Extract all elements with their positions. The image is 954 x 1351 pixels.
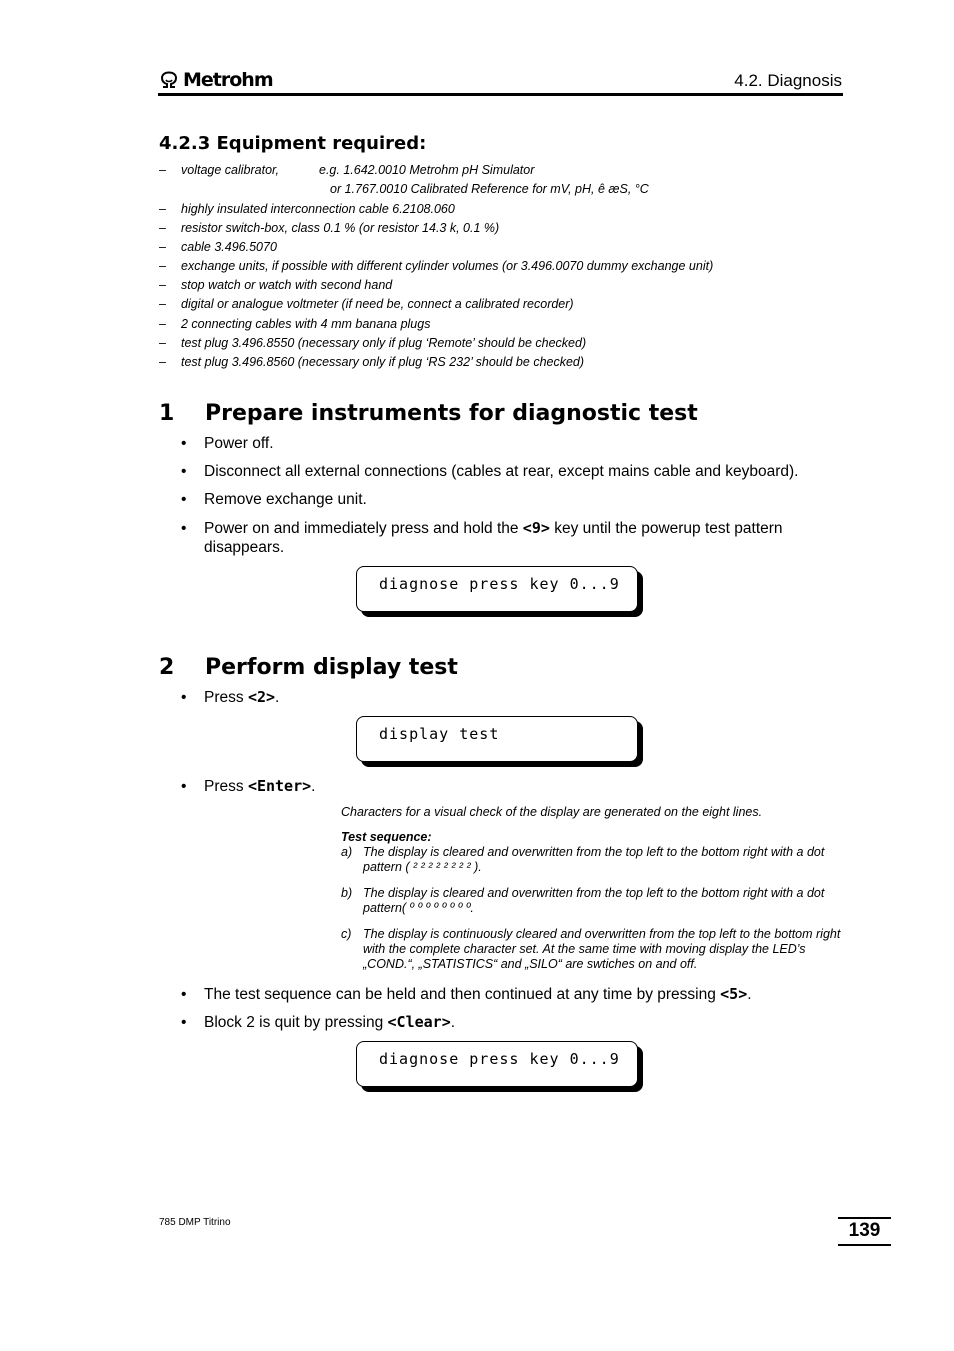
bullet-dot: • bbox=[181, 689, 187, 706]
list-item-text: Power off. bbox=[204, 435, 274, 452]
text-segment: Press bbox=[204, 689, 248, 706]
list-item-text: cable 3.496.5070 bbox=[181, 240, 277, 254]
list-item-text: test plug 3.496.8550 (necessary only if plug ‘Remote’ should be checked) bbox=[181, 336, 587, 350]
list-dash: – bbox=[159, 163, 166, 177]
list-dash: – bbox=[159, 240, 166, 254]
section-number: 2 bbox=[159, 655, 175, 680]
display-panel bbox=[356, 716, 638, 762]
list-item-text bbox=[204, 688, 839, 707]
section-title-text: Prepare instruments for diagnostic test bbox=[205, 401, 698, 426]
display-text: display test bbox=[379, 725, 500, 743]
list-item-detail: or 1.767.0010 Calibrated Reference for mV, pH, ê æS, °C bbox=[330, 182, 649, 196]
list-item-text bbox=[204, 519, 839, 557]
list-item-text: voltage calibrator, bbox=[181, 163, 279, 177]
brand-name: Metrohm bbox=[183, 69, 273, 91]
text-segment: Block 2 is quit by pressing bbox=[204, 1014, 388, 1031]
list-dash: – bbox=[159, 336, 166, 350]
text-segment: Power on and immediately press and hold the bbox=[204, 520, 523, 537]
list-item-text: digital or analogue voltmeter (if need be, connect a calibrated recorder) bbox=[181, 297, 574, 311]
text-segment: . bbox=[275, 689, 280, 706]
bullet-dot: • bbox=[181, 778, 187, 795]
key-label: <Clear> bbox=[387, 1013, 451, 1031]
footer-product: 785 DMP Titrino bbox=[159, 1217, 231, 1228]
list-item-text: Disconnect all external connections (cables at rear, except mains cable and keyboard). bbox=[204, 463, 799, 480]
section-title: 4.2. Diagnosis bbox=[734, 71, 842, 90]
section-2-heading bbox=[159, 655, 458, 680]
metrohm-omega-icon bbox=[159, 71, 179, 89]
item-label: a) bbox=[341, 845, 353, 859]
text-segment: . bbox=[747, 986, 752, 1003]
display-panel bbox=[356, 566, 638, 612]
list-item-text: The display is continuously cleared and overwritten from the top left to the bottom right with the complete character set. At the same time with moving display the LED’s „COND.“, „STATISTICS“ and „SILO“ are swtiches on and off. bbox=[363, 927, 841, 971]
list-dash: – bbox=[159, 317, 166, 331]
list-item-text bbox=[204, 1013, 839, 1032]
text-segment: . bbox=[450, 1014, 456, 1031]
bullet-dot: • bbox=[181, 1014, 187, 1031]
list-dash: – bbox=[159, 297, 166, 311]
list-item-text: exchange units, if possible with different cylinder volumes (or 3.496.0070 dummy exchange unit) bbox=[181, 259, 714, 273]
item-label: b) bbox=[341, 886, 353, 900]
item-label: c) bbox=[341, 927, 352, 941]
bullet-dot: • bbox=[181, 986, 187, 1003]
footer-divider bbox=[838, 1244, 891, 1246]
list-item-text: highly insulated interconnection cable 6.2108.060 bbox=[181, 202, 455, 216]
list-item-text: The display is cleared and overwritten from the top left to the bottom right with a dot pattern ( ² ² ² ² ² ² ² ² ). bbox=[363, 845, 825, 874]
list-item-text bbox=[204, 777, 839, 796]
text-segment: . bbox=[311, 778, 316, 795]
bullet-dot: • bbox=[181, 520, 187, 537]
text-segment: The test sequence can be held and then continued at any time by pressing bbox=[204, 986, 721, 1003]
list-dash: – bbox=[159, 221, 166, 235]
text-segment: key until the powerup test pattern disappears. bbox=[204, 520, 783, 556]
section-1-heading bbox=[159, 401, 698, 426]
key-label: <Enter> bbox=[247, 777, 312, 795]
display-panel bbox=[356, 1041, 638, 1087]
list-dash: – bbox=[159, 355, 166, 369]
list-item-text: test plug 3.496.8560 (necessary only if plug ‘RS 232’ should be checked) bbox=[181, 355, 585, 369]
footer-divider bbox=[838, 1217, 891, 1219]
sequence-heading: Test sequence: bbox=[341, 830, 432, 844]
brand-logo bbox=[159, 68, 273, 92]
list-item-text: 2 connecting cables with 4 mm banana plugs bbox=[181, 317, 431, 331]
key-label: <2> bbox=[247, 688, 276, 706]
note-text: Characters for a visual check of the display are generated on the eight lines. bbox=[341, 805, 763, 819]
key-label: <5> bbox=[720, 985, 748, 1003]
list-item-text: Remove exchange unit. bbox=[204, 491, 367, 508]
bullet-dot: • bbox=[181, 463, 187, 480]
list-item-detail: e.g. 1.642.0010 Metrohm pH Simulator bbox=[319, 163, 535, 177]
equipment-heading: 4.2.3 Equipment required: bbox=[159, 133, 427, 154]
section-number: 1 bbox=[159, 401, 175, 426]
list-item-text: The display is cleared and overwritten from the top left to the bottom right with a dot pattern( º º º º º º º º. bbox=[363, 886, 825, 915]
list-item-text: resistor switch-box, class 0.1 % (or resistor 14.3 k, 0.1 %) bbox=[181, 221, 500, 235]
list-item-text bbox=[204, 985, 839, 1004]
header-divider bbox=[158, 93, 843, 96]
list-dash: – bbox=[159, 278, 166, 292]
page-number: 139 bbox=[848, 1220, 881, 1241]
display-text: diagnose press key 0...9 bbox=[379, 575, 620, 593]
list-dash: – bbox=[159, 202, 166, 216]
display-text: diagnose press key 0...9 bbox=[379, 1050, 620, 1068]
bullet-dot: • bbox=[181, 491, 187, 508]
list-dash: – bbox=[159, 259, 166, 273]
section-title-text: Perform display test bbox=[205, 655, 458, 680]
bullet-dot: • bbox=[181, 435, 187, 452]
list-item-text: stop watch or watch with second hand bbox=[181, 278, 393, 292]
text-segment: Press bbox=[204, 778, 248, 795]
key-label: <9> bbox=[522, 519, 550, 537]
